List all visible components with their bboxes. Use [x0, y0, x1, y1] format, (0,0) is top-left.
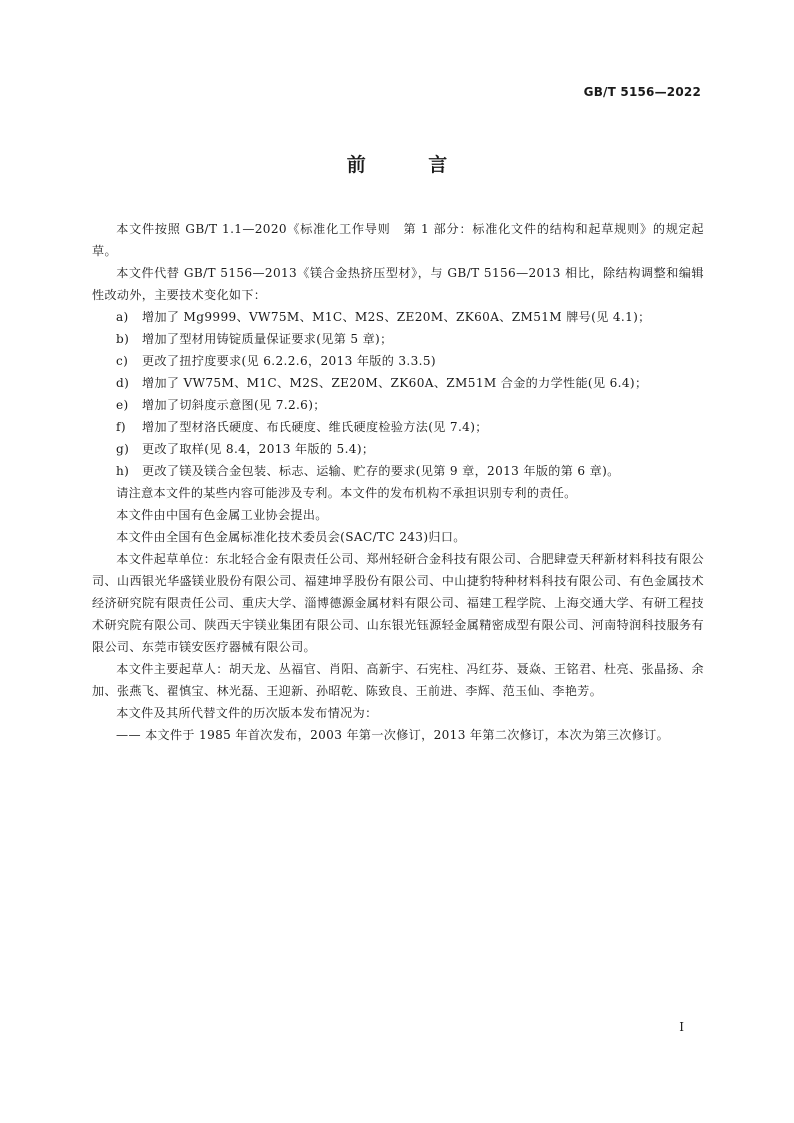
page-number: I — [679, 1020, 684, 1034]
paragraph-proposer: 本文件由中国有色金属工业协会提出。 — [116, 508, 328, 522]
change-list — [92, 306, 704, 482]
list-item — [92, 438, 704, 460]
list-item-text: 增加了 Mg9999、VW75M、M1C、M2S、ZE20M、ZK60A、ZM51M 牌号(见 4.1)； — [142, 310, 651, 324]
list-item-text: 更改了镁及镁合金包装、标志、运输、贮存的要求(见第 9 章，2013 年版的第 6 章)。 — [142, 464, 620, 478]
paragraph-committee: 本文件由全国有色金属标准化技术委员会(SAC/TC 243)归口。 — [116, 530, 466, 544]
standard-code: GB/T 5156—2022 — [583, 85, 701, 99]
list-item-text: 增加了 VW75M、M1C、M2S、ZE20M、ZK60A、ZM51M 合金的力学性能(见 6.4)； — [142, 376, 648, 390]
list-item-marker: f) — [116, 420, 126, 434]
paragraph-replacement: 本文件代替 GB/T 5156—2013《镁合金热挤压型材》，与 GB/T 5156—2013 相比，除结构调整和编辑性改动外，主要技术变化如下： — [92, 266, 704, 302]
list-item-marker: a) — [116, 310, 129, 324]
list-item — [92, 328, 704, 350]
list-item — [92, 306, 704, 328]
list-item — [92, 460, 704, 482]
list-item — [92, 416, 704, 438]
list-item-text: 更改了扭拧度要求(见 6.2.2.6，2013 年版的 3.3.5) — [142, 354, 436, 368]
list-item — [92, 350, 704, 372]
list-item-marker: c) — [116, 354, 129, 368]
list-item-text: 增加了型材洛氏硬度、布氏硬度、维氏硬度检验方法(见 7.4)； — [142, 420, 488, 434]
list-item — [92, 372, 704, 394]
list-item-text: 增加了切斜度示意图(见 7.2.6)； — [142, 398, 326, 412]
list-item-marker: g) — [116, 442, 130, 456]
list-item-marker: d) — [116, 376, 130, 390]
paragraph-drafters: 本文件主要起草人：胡天龙、丛福官、肖阳、高新宇、石宪柱、冯红芬、聂焱、王铭君、杜亮、张晶扬、余加、张燕飞、翟慎宝、林光磊、王迎新、孙昭乾、陈致良、王前进、李辉、范玉仙、李艳芳。 — [92, 662, 704, 698]
list-item — [92, 394, 704, 416]
list-item-text: 增加了型材用铸锭质量保证要求(见第 5 章)； — [142, 332, 393, 346]
list-item-marker: e) — [116, 398, 129, 412]
page-title: 前 言 — [346, 154, 476, 176]
paragraph-patent-notice: 请注意本文件的某些内容可能涉及专利。本文件的发布机构不承担识别专利的责任。 — [116, 486, 577, 500]
paragraph-history-intro: 本文件及其所代替文件的历次版本发布情况为： — [116, 706, 378, 720]
paragraph-drafting-units: 本文件起草单位：东北轻合金有限责任公司、郑州轻研合金科技有限公司、合肥肆壹天秤新材料科技有限公司、山西银光华盛镁业股份有限公司、福建坤孚股份有限公司、中山捷豹特种材料科技有限公司、有色金属技术经济研究院有限责任公司、重庆大学、淄博德源金属材料有限公司、福建工程学院、上海交通大学、有研工程技术研究院有限公司、陕西天宇镁业集团有限公司、山东银光钰源轻金属精密成型有限公司、河南特润科技服务有限公司、东莞市镁安医疗器械有限公司。 — [92, 552, 704, 654]
list-item-text: 更改了取样(见 8.4，2013 年版的 5.4)； — [142, 442, 375, 456]
paragraph-drafting-rule: 本文件按照 GB/T 1.1—2020《标准化工作导则 第 1 部分：标准化文件的结构和起草规则》的规定起草。 — [92, 222, 704, 258]
list-item-marker: h) — [116, 464, 130, 478]
list-item-marker: b) — [116, 332, 130, 346]
foreword-body — [92, 218, 704, 746]
paragraph-history: —— 本文件于 1985 年首次发布，2003 年第一次修订，2013 年第二次修订，本次为第三次修订。 — [116, 728, 670, 742]
